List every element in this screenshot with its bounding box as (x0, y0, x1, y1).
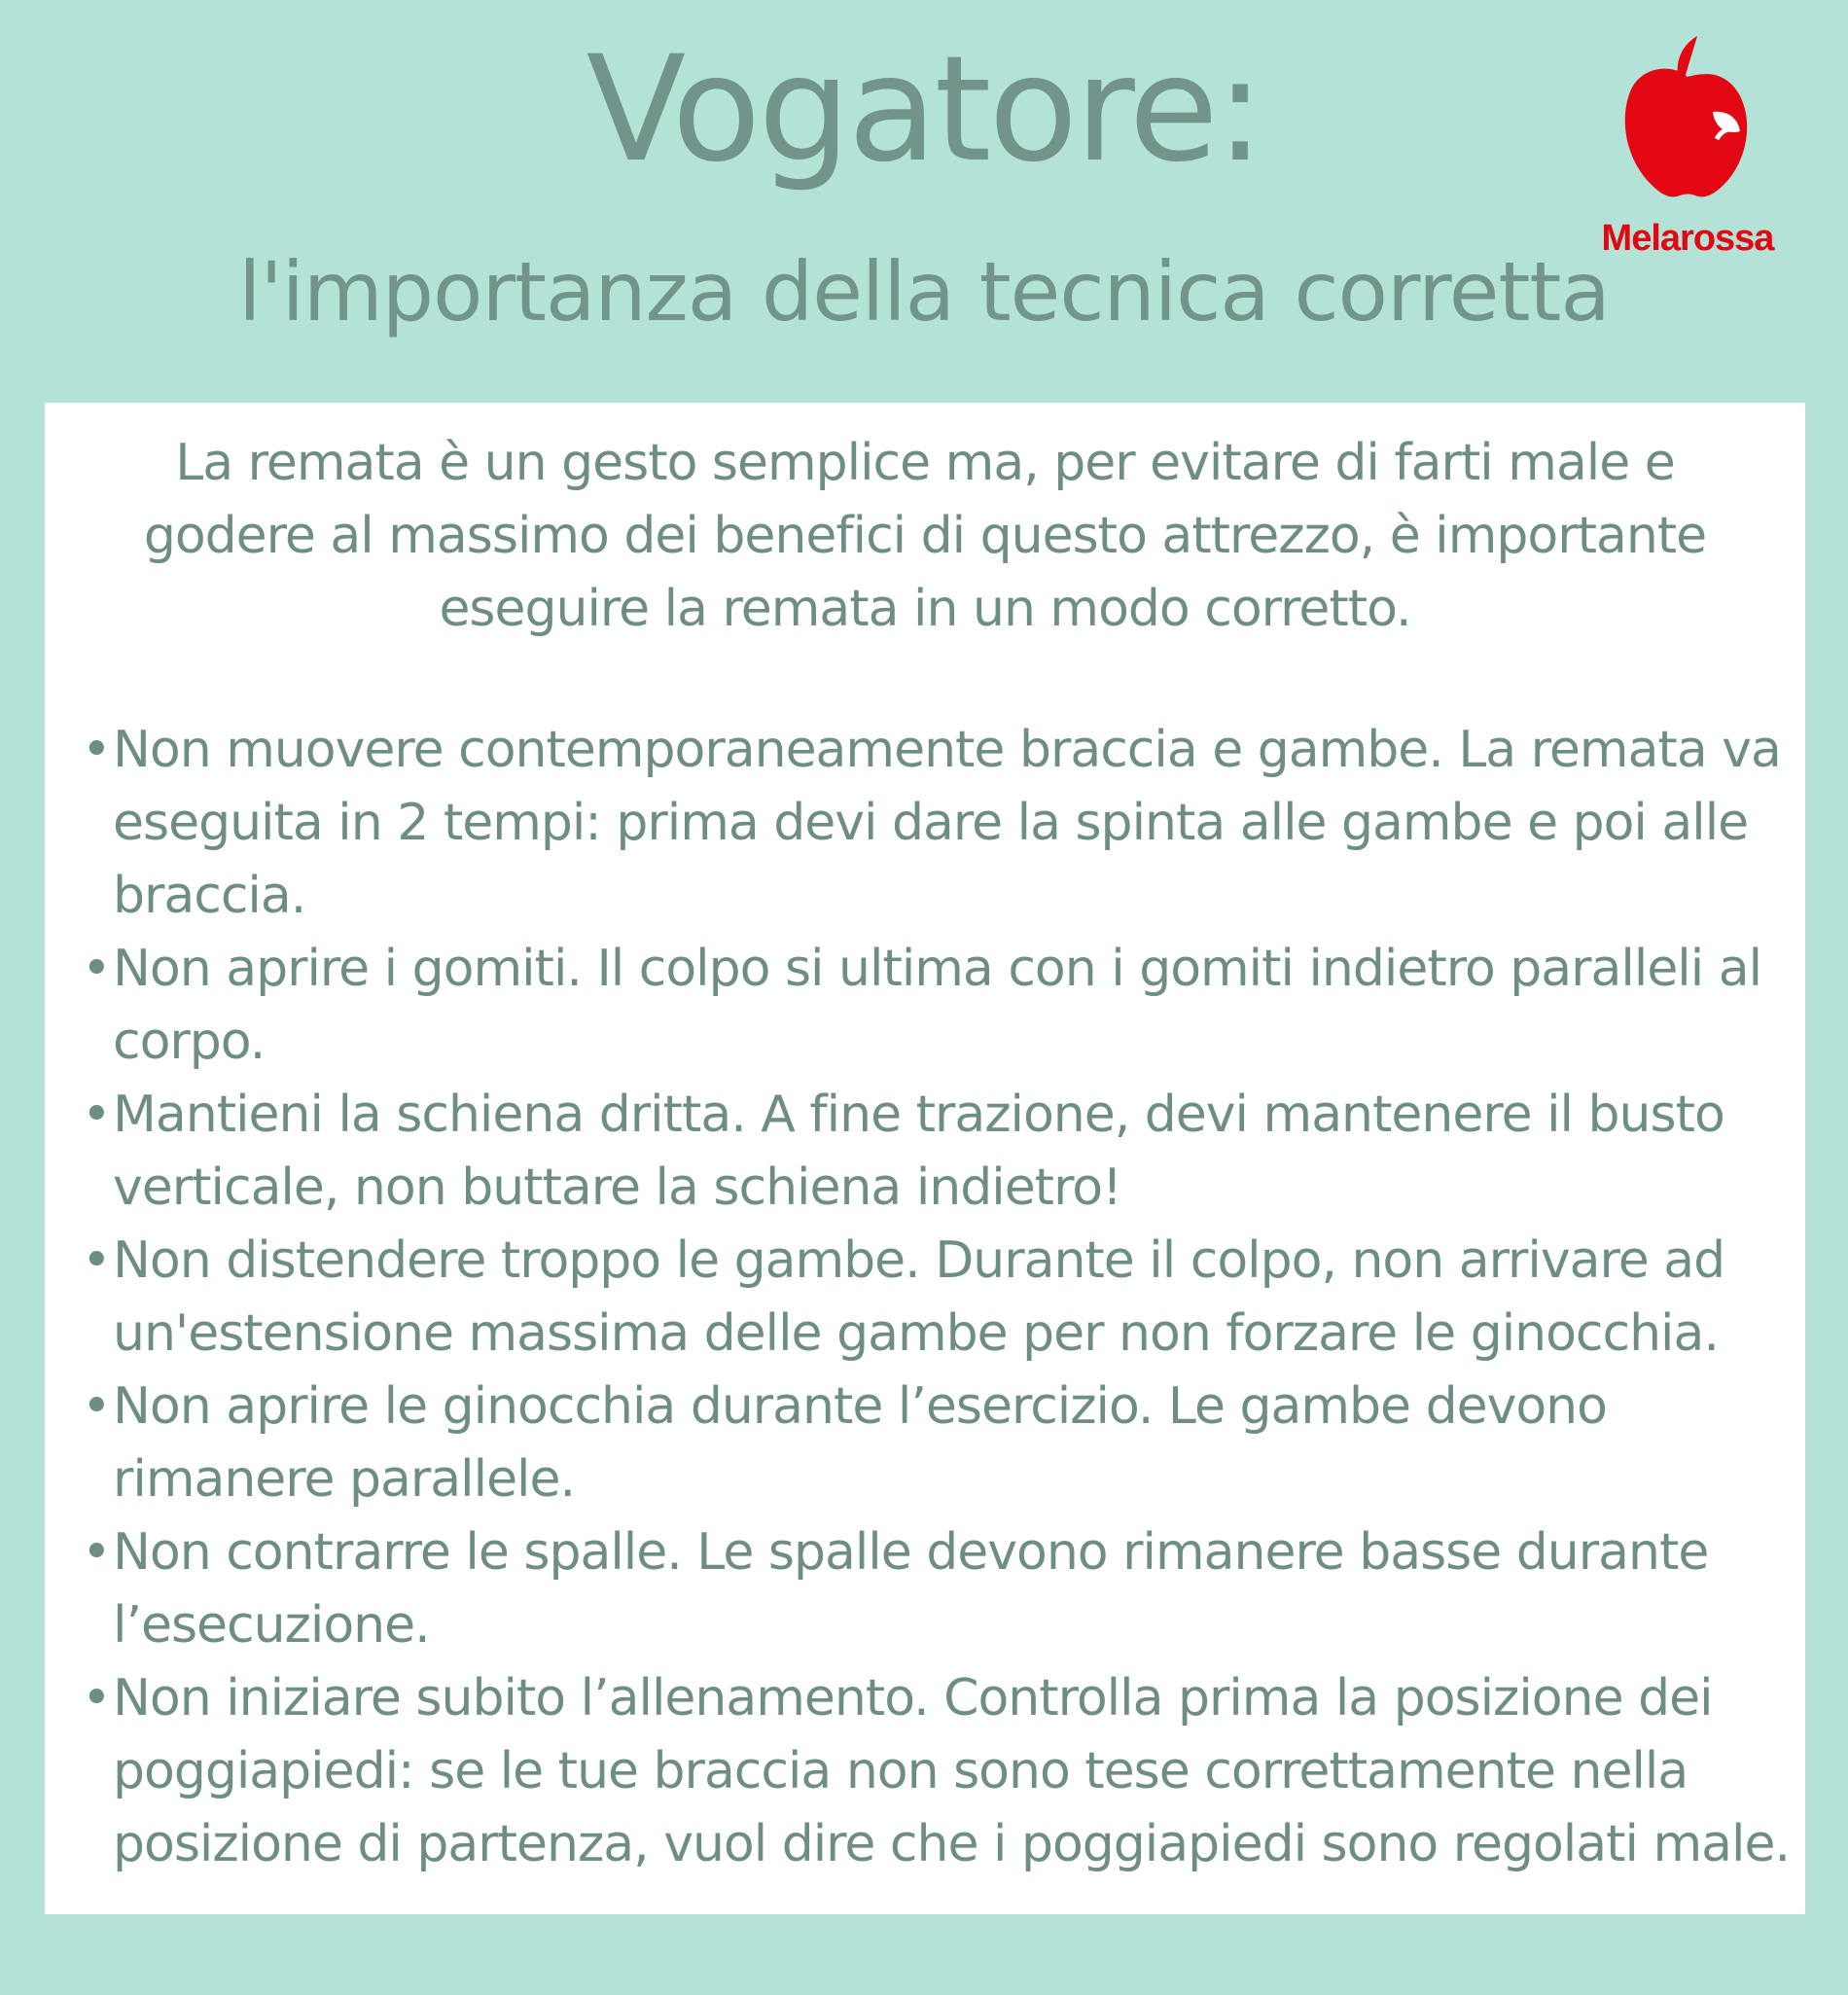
list-item (74, 1371, 1786, 1516)
list-item-line: Non aprire i gomiti. Il colpo si ultima con i gomiti indietro paralleli al (113, 940, 1762, 998)
list-item-line: Non contrarre le spalle. Le spalle devono rimanere basse durante (113, 1523, 1709, 1582)
bullet-icon: • (82, 1231, 111, 1290)
content-panel (45, 403, 1805, 1914)
page-subtitle: l'importanza della tecnica corretta (238, 244, 1610, 339)
list-item (74, 714, 1786, 933)
page-title: Vogatore: (586, 25, 1262, 195)
list-item-line: eseguita in 2 tempi: prima devi dare la spinta alle gambe e poi alle (113, 794, 1749, 852)
list-item (74, 1516, 1786, 1662)
list-item-line: Non muovere contemporaneamente braccia e gambe. La remata va (113, 721, 1781, 779)
list-item-line: un'estensione massima delle gambe per non forzare le ginocchia. (113, 1304, 1719, 1363)
bullet-icon: • (82, 721, 111, 779)
list-item-line: braccia. (113, 867, 306, 925)
list-item (74, 1225, 1786, 1371)
bullet-icon: • (82, 1523, 111, 1582)
intro-paragraph (123, 427, 1727, 646)
list-item (74, 1662, 1790, 1881)
tips-list (74, 714, 1790, 1881)
bullet-icon: • (82, 940, 111, 998)
intro-line: La remata è un gesto semplice ma, per evitare di farti male e (175, 434, 1675, 492)
bullet-icon: • (82, 1086, 111, 1144)
intro-line: eseguire la remata in un modo corretto. (439, 580, 1411, 638)
list-item-line: Non distendere troppo le gambe. Durante il colpo, non arrivare ad (113, 1231, 1725, 1290)
apple-icon (1619, 34, 1756, 209)
list-item-line: posizione di partenza, vuol dire che i poggiapiedi sono regolati male. (113, 1815, 1790, 1873)
intro-line: godere al massimo dei benefici di questo attrezzo, è importante (143, 507, 1707, 565)
list-item-line: l’esecuzione. (113, 1596, 430, 1655)
bullet-icon: • (82, 1377, 111, 1436)
list-item-line: rimanere parallele. (113, 1450, 576, 1509)
list-item-line: Non iniziare subito l’allenamento. Controlla prima la posizione dei (113, 1669, 1713, 1728)
bullet-icon: • (82, 1669, 111, 1728)
melarossa-logo (1576, 34, 1799, 267)
list-item-line: verticale, non buttare la schiena indietro! (113, 1158, 1121, 1217)
list-item-line: corpo. (113, 1013, 266, 1071)
brand-name: Melarossa (1601, 218, 1774, 259)
list-item (74, 1079, 1786, 1225)
list-item (74, 933, 1786, 1079)
list-item-line: Non aprire le ginocchia durante l’esercizio. Le gambe devono (113, 1377, 1607, 1436)
list-item-line: poggiapiedi: se le tue braccia non sono tese correttamente nella (113, 1742, 1688, 1800)
list-item-line: Mantieni la schiena dritta. A fine trazione, devi mantenere il busto (113, 1086, 1724, 1144)
